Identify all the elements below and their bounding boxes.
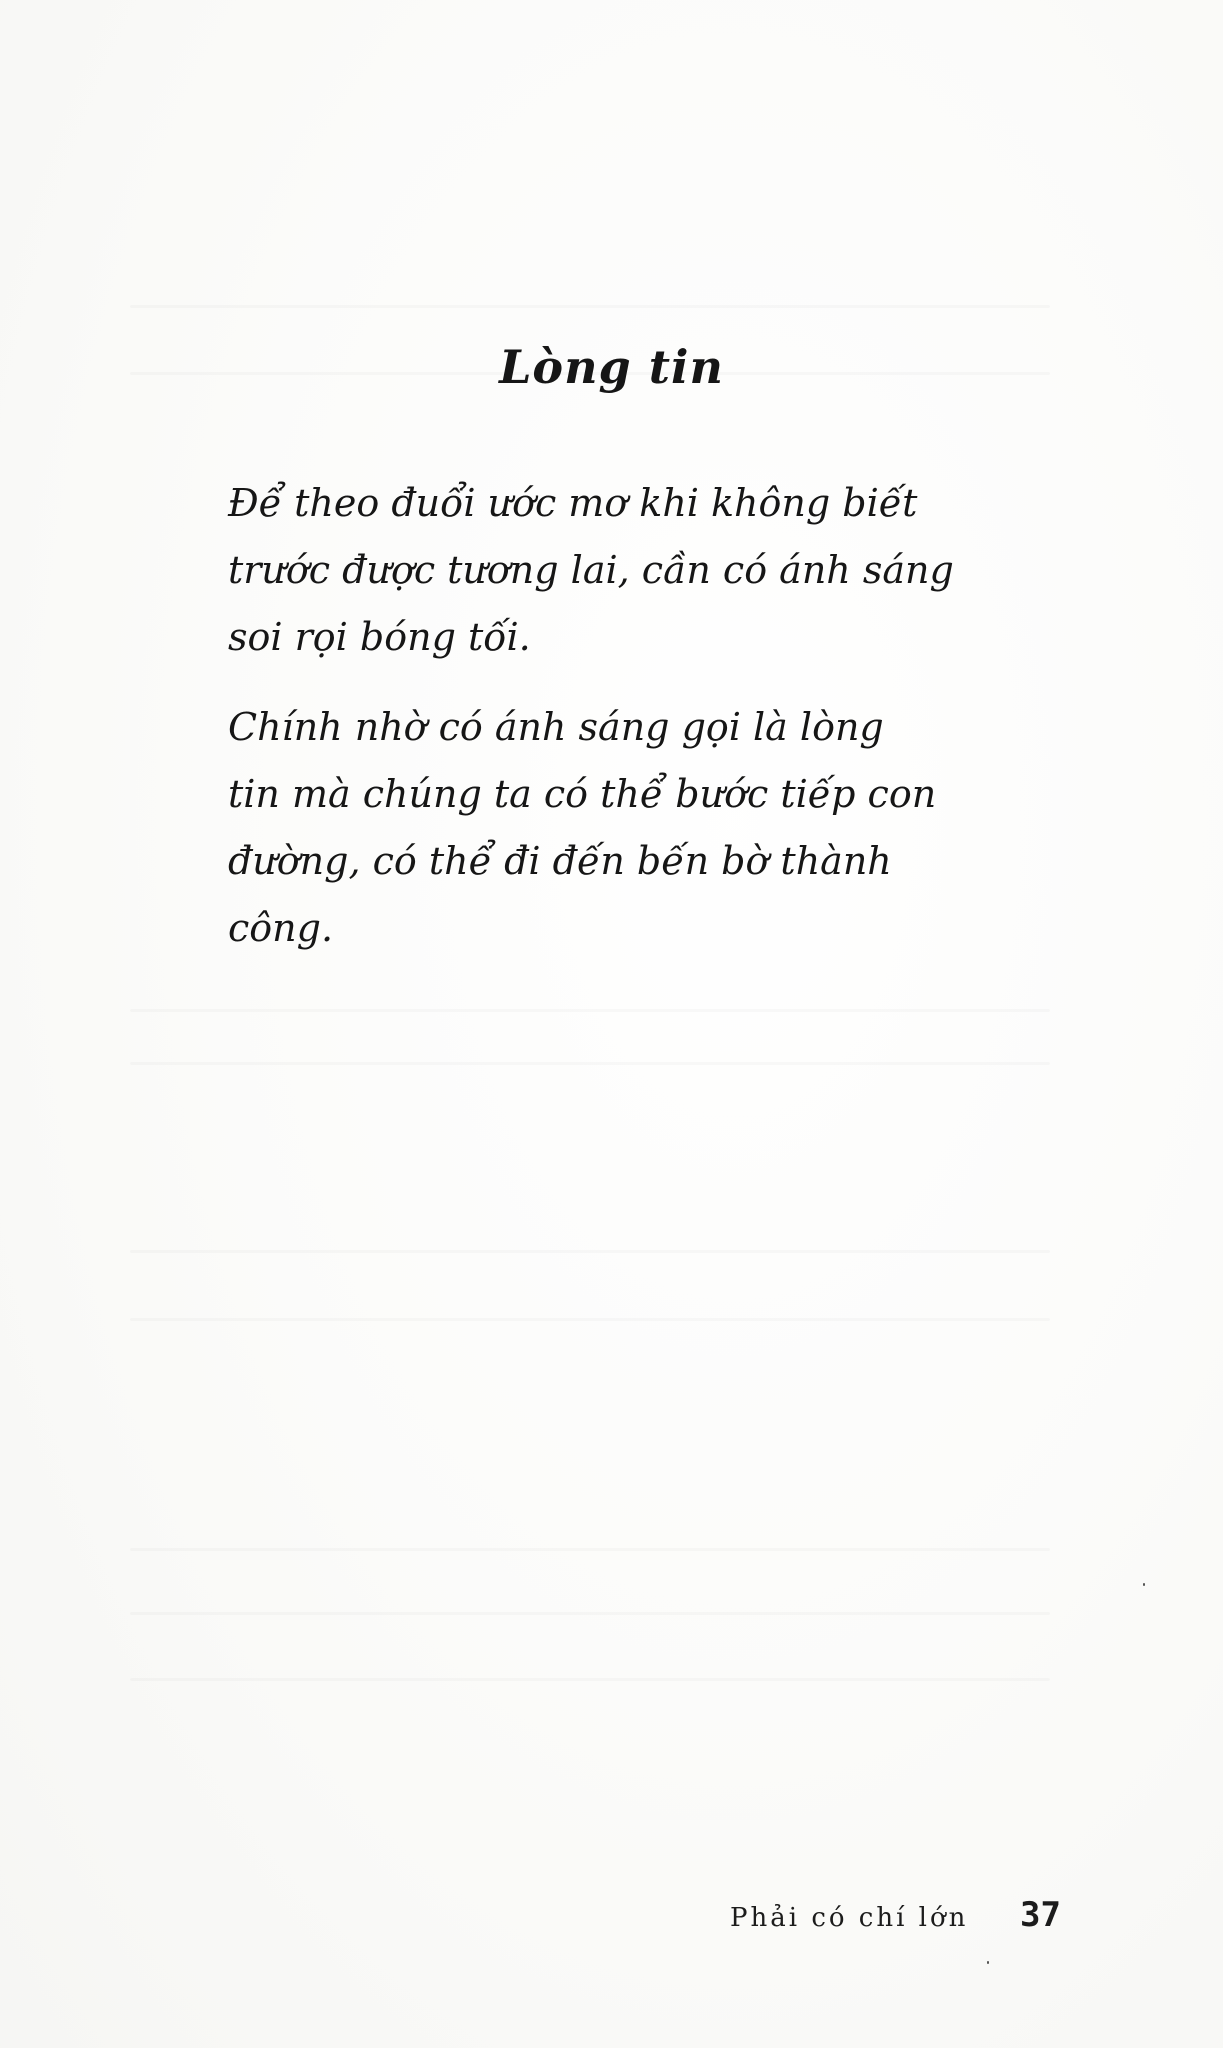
show-through-texture [130, 1250, 1050, 1253]
print-speck [1143, 1583, 1145, 1586]
stanza-line: Chính nhờ có ánh sáng gọi là lòng [228, 705, 884, 749]
stanza-line: công. [228, 906, 334, 950]
print-speck [987, 1961, 989, 1964]
stanza-line: đường, có thể đi đến bến bờ thành [228, 839, 892, 883]
stanza [228, 470, 1048, 671]
show-through-texture [130, 1612, 1050, 1615]
page-number: 37 [1020, 1895, 1061, 1935]
poem-title: Lòng tin [499, 340, 724, 394]
stanza-line: soi rọi bóng tối. [228, 615, 531, 659]
stanza-line: Để theo đuổi ước mơ khi không biết [228, 481, 918, 525]
show-through-texture [130, 1062, 1050, 1065]
stanza-line: tin mà chúng ta có thể bước tiếp con [228, 772, 937, 816]
stanza [228, 694, 1048, 962]
stanza-line: trước được tương lai, cần có ánh sáng [228, 548, 954, 592]
page-footer [700, 1895, 1100, 1945]
show-through-texture [130, 1318, 1050, 1321]
show-through-texture [130, 305, 1050, 308]
show-through-texture [130, 1548, 1050, 1551]
show-through-texture [130, 1678, 1050, 1681]
running-title: Phải có chí lớn [730, 1903, 969, 1933]
show-through-texture [130, 1009, 1050, 1012]
